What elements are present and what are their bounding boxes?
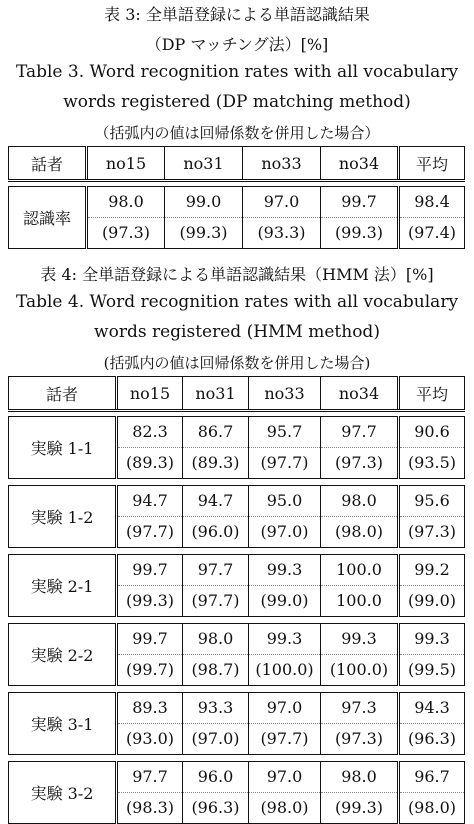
value-cell: 82.3 [117,417,183,448]
row-gap [9,617,465,624]
table3-caption-en-2: words registered (DP matching method) [63,92,411,112]
row-gap [9,686,465,693]
value-cell: 97.0 [249,693,321,724]
value-cell: 90.6 [399,417,465,448]
value-cell: 97.7 [321,417,399,448]
paren-value-cell: 100.0 [321,586,399,617]
table-row [9,624,465,655]
paren-value-cell: (99.3) [321,218,399,249]
table-row [9,762,465,793]
value-cell: 95.6 [399,486,465,517]
value-cell: 97.3 [321,693,399,724]
table-row [9,555,465,586]
row-label: 実験 3-2 [9,762,117,824]
paren-value-cell: (97.7) [183,586,249,617]
header-cell: no31 [165,147,243,181]
paren-value-cell: (97.0) [183,724,249,755]
value-cell: 98.4 [399,187,465,218]
paren-value-cell: (97.7) [249,448,321,479]
row-label: 実験 1-1 [9,417,117,479]
value-cell: 99.3 [321,624,399,655]
table3-caption-jp-2: （DP マッチング法）[%] [145,35,329,54]
value-cell: 97.0 [243,187,321,218]
paren-value-cell: (93.5) [399,448,465,479]
paren-value-cell: (97.4) [399,218,465,249]
paren-value-cell: (93.0) [117,724,183,755]
paren-value-cell: (98.0) [399,793,465,824]
value-cell: 99.0 [165,187,243,218]
paren-value-cell: (96.3) [183,793,249,824]
paren-value-cell: (99.0) [399,586,465,617]
paren-value-cell: (96.3) [399,724,465,755]
value-cell: 94.7 [183,486,249,517]
table-row [9,417,465,448]
table3-caption-en-1: Table 3. Word recognition rates with all vocabulary [15,62,459,82]
row-gap [9,479,465,486]
paren-value-cell: (99.3) [165,218,243,249]
paren-value-cell: (89.3) [117,448,183,479]
value-cell: 98.0 [183,624,249,655]
value-cell: 99.3 [399,624,465,655]
value-cell: 89.3 [117,693,183,724]
table4 [8,376,465,824]
paren-value-cell: (97.7) [117,517,183,548]
value-cell: 98.0 [321,762,399,793]
value-cell: 98.0 [321,486,399,517]
table4-caption-jp: 表 4: 全単語登録による単語認識結果（HMM 法）[%] [40,265,434,284]
paren-value-cell: (97.0) [249,517,321,548]
paren-value-cell: (98.7) [183,655,249,686]
header-cell: no31 [183,377,249,411]
row-label: 実験 2-2 [9,624,117,686]
value-cell: 99.7 [117,624,183,655]
paren-value-cell: (99.3) [321,793,399,824]
value-cell: 96.7 [399,762,465,793]
value-cell: 99.3 [249,624,321,655]
row-label: 実験 3-1 [9,693,117,755]
table4-caption-en-1: Table 4. Word recognition rates with all vocabulary [15,292,459,312]
value-cell: 97.7 [183,555,249,586]
table-row [9,187,465,218]
header-cell: no15 [87,147,165,181]
row-gap [9,755,465,762]
value-cell: 98.0 [87,187,165,218]
paren-value-cell: (89.3) [183,448,249,479]
header-cell: no33 [249,377,321,411]
paren-value-cell: (100.0) [249,655,321,686]
header-cell: no15 [117,377,183,411]
header-cell: no34 [321,147,399,181]
paren-value-cell: (97.3) [321,724,399,755]
value-cell: 94.7 [117,486,183,517]
paren-value-cell: (99.5) [399,655,465,686]
value-cell: 95.7 [249,417,321,448]
value-cell: 95.0 [249,486,321,517]
paren-value-cell: (97.3) [399,517,465,548]
header-cell: 平均 [399,377,465,411]
header-cell: no33 [243,147,321,181]
value-cell: 94.3 [399,693,465,724]
paren-value-cell: (99.3) [117,586,183,617]
value-cell: 93.3 [183,693,249,724]
paren-value-cell: (93.3) [243,218,321,249]
paren-value-cell: (98.3) [117,793,183,824]
paren-value-cell: (97.3) [87,218,165,249]
value-cell: 99.2 [399,555,465,586]
value-cell: 97.0 [249,762,321,793]
paren-value-cell: (99.7) [117,655,183,686]
row-label: 実験 1-2 [9,486,117,548]
value-cell: 96.0 [183,762,249,793]
paren-value-cell: (97.3) [321,448,399,479]
table-row [9,486,465,517]
table3-caption-jp-1: 表 3: 全単語登録による単語認識結果 [104,5,370,24]
paren-value-cell: (96.0) [183,517,249,548]
row-label: 実験 2-1 [9,555,117,617]
row-label: 認識率 [9,187,87,249]
header-cell: 平均 [399,147,465,181]
table4-caption-en-2: words registered (HMM method) [94,322,380,342]
header-cell: 話者 [9,377,117,411]
paren-value-cell: (100.0) [321,655,399,686]
paren-value-cell: (98.0) [321,517,399,548]
value-cell: 100.0 [321,555,399,586]
table-row [9,693,465,724]
row-gap [9,548,465,555]
table3-note: （括弧内の値は回帰係数を併用した場合） [94,124,380,142]
value-cell: 99.3 [249,555,321,586]
value-cell: 99.7 [117,555,183,586]
value-cell: 97.7 [117,762,183,793]
paren-value-cell: (99.0) [249,586,321,617]
table3 [8,146,465,249]
paren-value-cell: (97.7) [249,724,321,755]
value-cell: 99.7 [321,187,399,218]
header-cell: no34 [321,377,399,411]
header-cell: 話者 [9,147,87,181]
value-cell: 86.7 [183,417,249,448]
table4-note: (括弧内の値は回帰係数を併用した場合) [103,354,371,372]
paren-value-cell: (98.0) [249,793,321,824]
